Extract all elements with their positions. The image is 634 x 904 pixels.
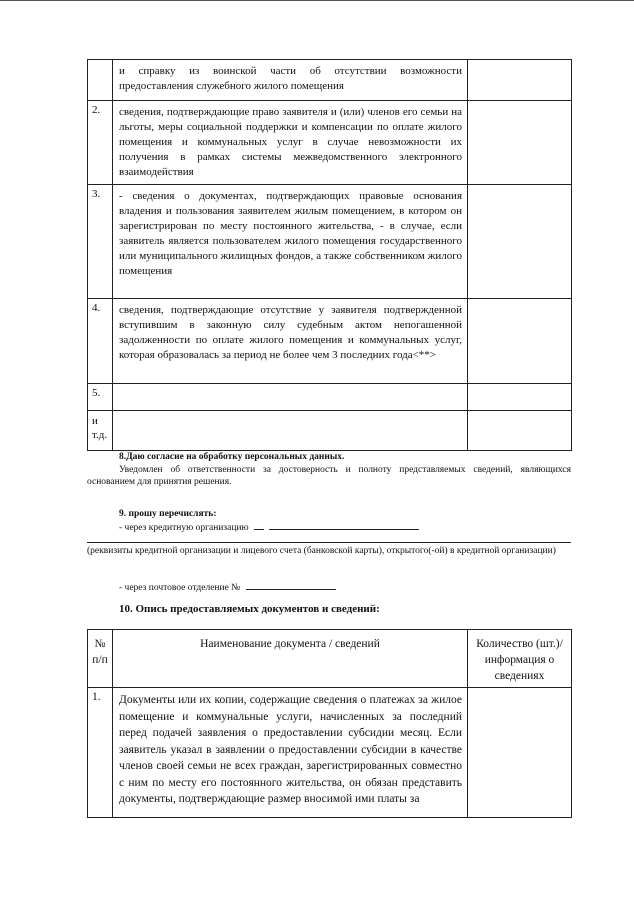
- row-text: и справку из воинской части об отсутствии возможности предоставления служебного жилого помещения: [113, 60, 468, 101]
- page-top-edge: [0, 0, 634, 1]
- row-number: 5.: [88, 384, 113, 411]
- post-office-number-field[interactable]: [246, 580, 336, 590]
- row-number: 2.: [88, 101, 113, 185]
- post-office-line: [119, 580, 336, 594]
- row-quantity-cell: [468, 101, 572, 185]
- row-text: сведения, подтверждающие отсутствие у заявителя подтвержденной вступившим в законную силу судебным актом непогашенной задолженности по оплате жилого помещения и коммунальных услуг, которая образовалась за период не более чем 3 последних года<**>: [113, 299, 468, 384]
- row-number: 1.: [88, 688, 113, 818]
- row-number: 3.: [88, 185, 113, 299]
- row-quantity-cell: [468, 384, 572, 411]
- bank-transfer-label: - через кредитную организацию: [119, 523, 249, 533]
- table-row: [88, 185, 572, 299]
- row-quantity-cell: [468, 688, 572, 818]
- table-header-row: [88, 630, 572, 688]
- table-row: [88, 299, 572, 384]
- inventory-table: [87, 629, 572, 818]
- row-number: 4.: [88, 299, 113, 384]
- bank-details-caption: (реквизиты кредитной организации и лицевого счета (банковской карты), открытого(-ой) в кредитной организации): [87, 546, 556, 556]
- bank-short-blank[interactable]: [254, 520, 264, 530]
- bank-name-field[interactable]: [269, 520, 419, 530]
- inventory-heading: 10. Опись предоставляемых документов и сведений:: [119, 603, 380, 615]
- post-office-label: - через почтовое отделение №: [119, 583, 241, 593]
- row-number: [88, 60, 113, 101]
- row-quantity-cell: [468, 411, 572, 451]
- row-text: сведения, подтверждающие право заявителя и (или) членов его семьи на льготы, меры социальной поддержки и компенсации по оплате жилого помещения и коммунальных услуг в случае невозможности их получения в рамках системы межведомственного электронного взаимодействия: [113, 101, 468, 185]
- row-text: [113, 384, 468, 411]
- col-name-header: Наименование документа / сведений: [113, 630, 468, 688]
- bank-details-field[interactable]: [87, 542, 571, 543]
- table-row: [88, 60, 572, 101]
- row-quantity-cell: [468, 185, 572, 299]
- documents-table-continued: [87, 59, 572, 451]
- consent-heading: 8.Даю согласие на обработку персональных данных.: [119, 452, 345, 462]
- table-row: [88, 384, 572, 411]
- row-text: Документы или их копии, содержащие сведения о платежах за жилое помещение и коммунальные услуги, начисленных за последний перед подачей заявления о предоставлении субсидии месяц. Если заявитель указал в заявлении о предоставлении субсидии в качестве членов своей семьи не всех граждан, зарегистрированных совместно с ним по месту его постоянного жительства, он обязан представить документы, подтверждающие размер вносимой ими платы за: [113, 688, 468, 818]
- table-row: [88, 101, 572, 185]
- bank-transfer-line: [119, 520, 419, 534]
- col-quantity-header: Количество (шт.)/информация о сведениях: [468, 630, 572, 688]
- col-number-header: № п/п: [88, 630, 113, 688]
- row-text: - сведения о документах, подтверждающих правовые основания владения и пользования заявителем жилым помещением, в котором он зарегистрирован по месту постоянного жительства, - в случае, если заявитель является пользователем жилого помещения государственного или муниципального жилищных фондов, а также собственником жилого помещения: [113, 185, 468, 299]
- row-quantity-cell: [468, 60, 572, 101]
- row-text: [113, 411, 468, 451]
- payment-heading: 9. прошу перечислять:: [119, 509, 217, 519]
- table-row: [88, 411, 572, 451]
- row-number: и т.д.: [88, 411, 113, 451]
- responsibility-notice: Уведомлен об ответственности за достоверность и полноту представляемых сведений, являющихся основанием для принятия решения.: [87, 465, 571, 487]
- row-quantity-cell: [468, 299, 572, 384]
- table-row: [88, 688, 572, 818]
